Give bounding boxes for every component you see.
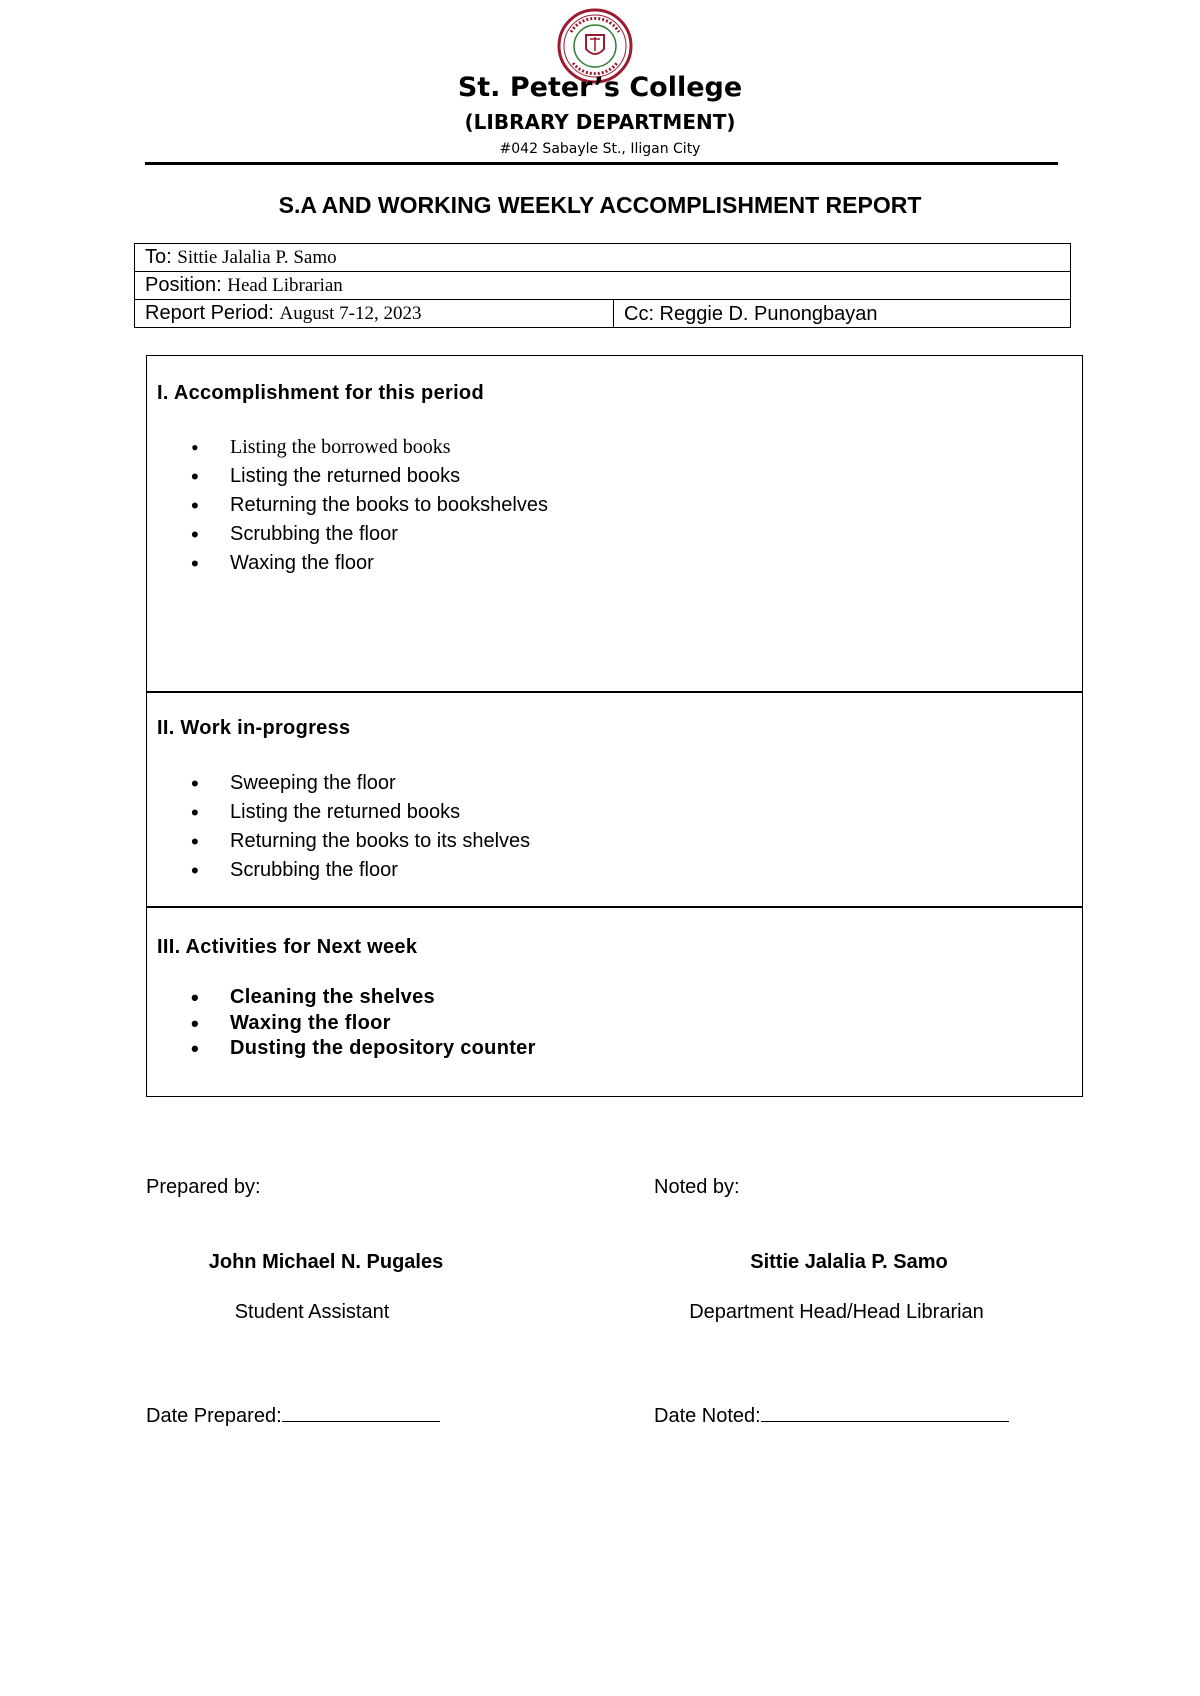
date-prepared-line	[282, 1401, 440, 1422]
prepared-by-name: John Michael N. Pugales	[208, 1251, 444, 1273]
info-row-period	[135, 300, 1071, 328]
date-prepared-label: Date Prepared:	[146, 1405, 282, 1427]
accomplishment-section	[146, 355, 1083, 693]
info-row-to	[135, 244, 1071, 272]
list-item: • Listing the returned books	[147, 798, 530, 827]
to-cell	[135, 244, 1071, 272]
next-week-list	[147, 985, 536, 1062]
to-value: Sittie Jalalia P. Samo	[177, 247, 337, 268]
prepared-by-label: Prepared by:	[146, 1176, 261, 1198]
list-item: • Sweeping the floor	[147, 769, 530, 798]
list-item: • Returning the books to its shelves	[147, 827, 530, 856]
period-cell	[135, 300, 614, 328]
list-item: • Scrubbing the floor	[147, 520, 548, 549]
prepared-by-role: Student Assistant	[234, 1301, 390, 1323]
list-item: • Waxing the floor	[147, 549, 548, 578]
cc-cell: Cc: Reggie D. Punongbayan	[614, 300, 1071, 328]
date-prepared	[146, 1401, 440, 1428]
position-cell	[135, 272, 1071, 300]
period-label: Report Period:	[145, 302, 280, 324]
noted-by-name: Sittie Jalalia P. Samo	[750, 1251, 948, 1273]
work-in-progress-title: II. Work in-progress	[157, 717, 351, 739]
department-name: (LIBRARY DEPARTMENT)	[464, 110, 736, 134]
accomplishment-list	[147, 433, 548, 578]
accomplishment-title: I. Accomplishment for this period	[157, 382, 484, 404]
position-value: Head Librarian	[227, 275, 343, 296]
to-label: To:	[145, 246, 178, 268]
list-item: • Listing the borrowed books	[147, 433, 548, 462]
work-in-progress-section	[146, 691, 1083, 908]
info-row-position	[135, 272, 1071, 300]
date-noted	[654, 1401, 1009, 1428]
period-value: August 7-12, 2023	[279, 303, 422, 324]
list-item: • Waxing the floor	[147, 1011, 536, 1037]
list-item: • Returning the books to bookshelves	[147, 491, 548, 520]
header-divider	[145, 162, 1058, 165]
next-week-section	[146, 906, 1083, 1097]
list-item: • Cleaning the shelves	[147, 985, 536, 1011]
date-noted-label: Date Noted:	[654, 1405, 761, 1427]
work-in-progress-list	[147, 769, 530, 885]
noted-by-label: Noted by:	[654, 1176, 740, 1198]
date-noted-line	[761, 1401, 1009, 1422]
noted-by-role: Department Head/Head Librarian	[689, 1301, 984, 1323]
college-name: St. Peter’s College	[457, 72, 743, 103]
list-item: • Listing the returned books	[147, 462, 548, 491]
next-week-title: III. Activities for Next week	[157, 936, 418, 958]
list-item: • Scrubbing the floor	[147, 856, 530, 885]
report-title: S.A AND WORKING WEEKLY ACCOMPLISHMENT REPORT	[278, 192, 922, 218]
position-label: Position:	[145, 274, 228, 296]
list-item: • Dusting the depository counter	[147, 1036, 536, 1062]
report-info-table	[134, 243, 1071, 328]
college-address: #042 Sabayle St., Iligan City	[499, 141, 701, 157]
